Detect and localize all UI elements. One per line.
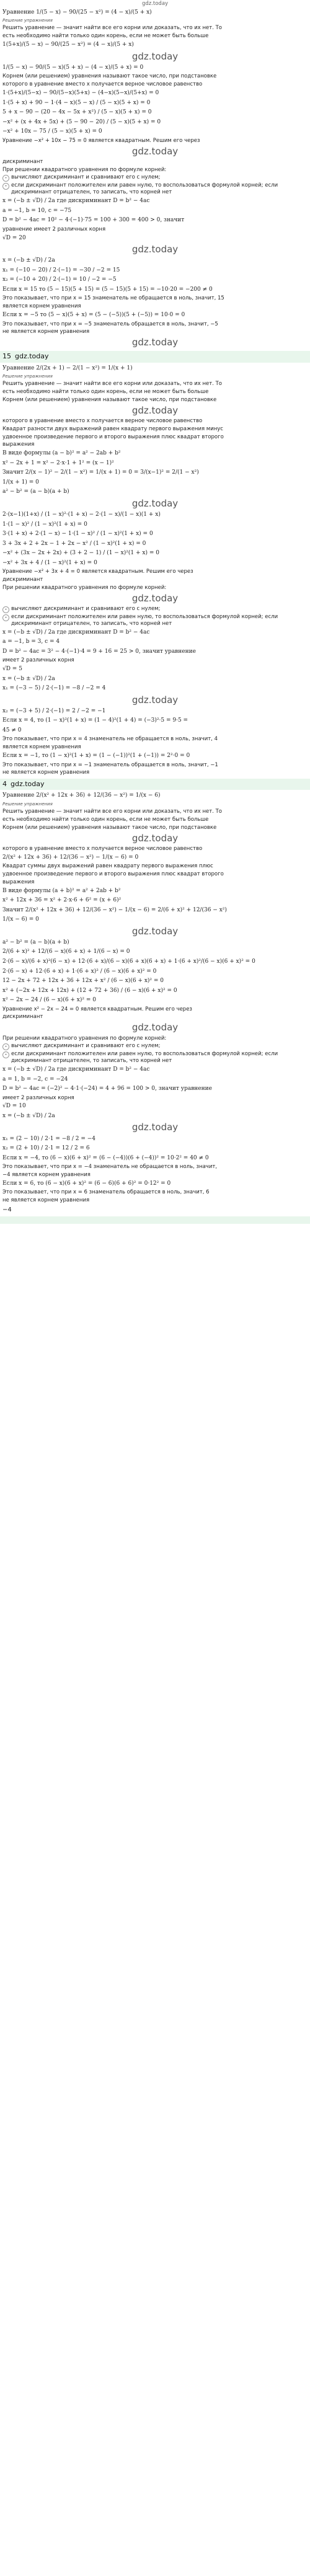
formula-line: Уравнение 2/(2x + 1) − 2/(1 − x²) = 1/(x + 1) [2, 365, 133, 371]
formula-line: 1(5+x)/(5 − x) − 90/(25 − x²) = (4 − x)/(5 + x) [2, 42, 134, 48]
formula-line: D = b² − 4ac = 3² − 4·(−1)·4 = 9 + 16 = 25 > 0, значит уравнение [2, 648, 196, 655]
bullet-icon: • [2, 614, 9, 621]
bullet-item [0, 1050, 310, 1065]
watermark: gdz.today [131, 832, 179, 844]
formula-line: x₂ = (−10 + 20) / 2·(−1) = 10 / −2 = −5 [2, 277, 117, 283]
text-line: Это показывает, что при x = −1 знаменатель обращается в ноль, значит, −1 [2, 761, 218, 768]
formula-line: x² + 12x + 36 = x² + 2·x·6 + 6² = (x + 6)² [2, 897, 122, 904]
text-line: Уравнение −x² + 3x + 4 = 0 является квадратным. Решим его через [2, 569, 193, 575]
text-line: не является корнем уравнения [2, 329, 90, 335]
bullet-icon: • [2, 1051, 9, 1058]
bullet-icon: • [2, 606, 9, 613]
watermark: gdz.today [141, 1, 169, 7]
formula-line: 1/(x − 6) = 0 [2, 916, 39, 923]
watermark: gdz.today [131, 337, 179, 348]
formula-line: x² − 2x + 1 = x² − 2·x·1 + 1² = (x − 1)² [2, 459, 114, 466]
solution-note: Решение упражнения [2, 801, 53, 807]
task-section [0, 351, 310, 777]
formula-line: a = 1, b = −2, c = −24 [2, 1076, 68, 1082]
task-section [0, 0, 310, 349]
formula-line: 2·(6 − x) + 12·(6 + x) + 1·(6 + x)² / (6 − x)(6 + x)² = 0 [2, 968, 157, 975]
text-line: Это показывает, что при x = 15 знаменатель не обращается в ноль, значит, 15 [2, 295, 224, 302]
bullet-item [0, 182, 310, 197]
text-line: Уравнение −x² + 10x − 75 = 0 является квадратным. Решим его через [2, 137, 200, 144]
formula-line: 45 ≠ 0 [2, 727, 22, 733]
formula-line: x₂ = (2 + 10) / 2·1 = 12 / 2 = 6 [2, 1145, 90, 1152]
formula-line: x₁ = (−3 − 5) / 2·(−1) = −8 / −2 = 4 [2, 685, 106, 692]
text-line: −4 является корнем уравнения [2, 1172, 91, 1179]
text-line: есть необходимо найти только один корень, если не может быть больше [2, 388, 209, 395]
formula-line: x = (−b ± √D) / 2a [2, 1112, 55, 1119]
formula-line: 3·(1 + x) + 2·(1 − x) − 1·(1 − x)² / (1 − x)²(1 + x) = 0 [2, 531, 153, 538]
formula-line: В виде формулы (a − b)² = a² − 2ab + b² [2, 450, 121, 457]
text-line: Это показывает, что при x = 6 знаменатель обращается в ноль, значит, 6 [2, 1189, 210, 1196]
formula-line: Значит 2/(x − 1)² − 2/(1 − x²) = 1/(x + 1) = 0 = 3/(x−1)² = 2/(1 − x²) [2, 469, 199, 476]
watermark: gdz.today [131, 50, 179, 62]
text-line: Уравнение x² − 2x − 24 = 0 является квадратным. Решим его через [2, 1006, 192, 1012]
formula-line: 2·(x−1)(1+x) / (1 − x)²·(1 + x) − 2·(1 − x)/(1 − x)(1 + x) [2, 511, 161, 518]
text-line: есть необходимо найти только один корень, если не может быть больше [2, 816, 209, 823]
formula-line: √D = 20 [2, 234, 26, 241]
text-line: Решить уравнение — значит найти все его корни или доказать, что их нет. То [2, 25, 223, 32]
text-line: дискриминант [2, 577, 43, 583]
bullet-icon: • [2, 183, 9, 190]
watermark: gdz.today [15, 352, 49, 361]
formula-line: Если x = 15 то (5 − 15)(5 + 15) = (5 − 15)(5 + 15) = −10·20 = −200 ≠ 0 [2, 286, 213, 293]
formula-line: D = b² − 4ac = 10² − 4·(−1)·75 = 100 + 300 = 400 > 0, значит [2, 217, 185, 224]
bullet-item [0, 613, 310, 628]
task-header [0, 351, 310, 362]
text-line: Решить уравнение — значит найти все его корни или доказать, что их нет. То [2, 808, 223, 815]
formula-line: Уравнение 1/(5 − x) − 90/(25 − x²) = (4 − x)/(5 + x) [2, 9, 152, 15]
formula-line: Значит 2/(x² + 12x + 36) + 12/(36 − x²) − 1/(x − 6) = 2/(6 + x)² + 12/(36 − x²) [2, 906, 227, 913]
formula-line: 2/(x² + 12x + 36) + 12/(36 − x²) − 1/(x − 6) = 0 [2, 854, 139, 861]
text-line: не является корнем уравнения [2, 769, 90, 776]
task-section [0, 779, 310, 1216]
formula-line: x₂ = (−3 + 5) / 2·(−1) = 2 / −2 = −1 [2, 707, 106, 714]
watermark: gdz.today [131, 925, 179, 937]
bullet-item [0, 174, 310, 182]
text-line: При решении квадратного уравнения по формуле корней: [2, 166, 167, 173]
formula-line: Если x = −5 то (5 − x)(5 + x) = (5 − (−5))(5 + (−5)) = 10·0 = 0 [2, 312, 185, 319]
formula-line: 5 + x − 90 − (20 − 4x − 5x + x²) / (5 − x)(5 + x) = 0 [2, 109, 152, 116]
formula-line: x = (−b ± √D) / 2a где дискриминант D = b² − 4ac [2, 1066, 150, 1073]
text-line: дискриминант [2, 1014, 43, 1020]
watermark: gdz.today [131, 145, 179, 157]
bullet-icon: • [2, 175, 9, 182]
text-line: При решении квадратного уравнения по формуле корней: [2, 584, 167, 591]
formula-line: x² − 2x − 24 / (6 − x)(6 + x)² = 0 [2, 997, 96, 1004]
formula-line: a = −1, b = 3, c = 4 [2, 639, 60, 645]
text-line: удвоенное произведение первого и второго выражения плюс квадрат второго [2, 870, 224, 877]
content [0, 0, 310, 1224]
task-number: 4 [2, 780, 7, 789]
watermark: gdz.today [131, 497, 179, 509]
task-number: 15 [2, 352, 11, 361]
bullet-text: вычисляют дискриминант и сравнивают его с нулем; [11, 606, 161, 612]
formula-line: Если x = 4, то (1 − x)²(1 + x) = (1 − 4)²(1 + 4) = (−3)²·5 = 9·5 = [2, 717, 188, 724]
formula-line: a² − b² = (a − b)(a + b) [2, 489, 69, 495]
formula-line: В виде формулы (a + b)² = a² + 2ab + b² [2, 887, 121, 894]
formula-line: Если x = 6, то (6 − x)(6 + x)² = (6 − 6)(6 + 6)² = 0·12² = 0 [2, 1180, 171, 1187]
formula-line: 2/(6 + x)² + 12/(6 − x)(6 + x) + 1/(6 − x) = 0 [2, 949, 130, 955]
formula-line: 1/(x + 1) = 0 [2, 479, 39, 485]
text-line: уравнение имеет 2 различных корня [2, 226, 106, 232]
watermark: gdz.today [131, 244, 179, 255]
formula-line: 1·(5 + x) + 90 − 1·(4 − x)(5 − x) / (5 − x)(5 + x) = 0 [2, 99, 151, 106]
formula-line: 1/(5 − x) − 90/(5 − x)(5 + x) − (4 − x)/(5 + x) = 0 [2, 64, 144, 71]
solution-note: Решение упражнения [2, 374, 53, 379]
formula-line: √D = 10 [2, 1103, 26, 1110]
formula-line: a = −1, b = 10, c = −75 [2, 207, 72, 214]
bullet-text: если дискриминант положителен или равен нулю, то воспользоваться формулой корней; если дискриминант отрицателен, то записать, что корней нет [11, 182, 278, 196]
formula-line: 2·(6 − x)/(6 + x)²(6 − x) + 12·(6 + x)/(6 − x)(6 + x)(6 + x) + 1·(6 + x)²/(6 − x)(6 + x)² = 0 [2, 958, 255, 965]
formula-line: x = (−b ± √D) / 2a [2, 675, 55, 682]
text-line: Корнем (или решением) уравнения называют такое число, при подстановке [2, 396, 217, 403]
formula-line: x = (−b ± √D) / 2a где дискриминант D = b² − 4ac [2, 198, 150, 205]
watermark: gdz.today [131, 404, 179, 416]
formula-line: x₁ = (−10 − 20) / 2·(−1) = −30 / −2 = 15 [2, 267, 120, 273]
formula-line: D = b² − 4ac = (−2)² − 4·1·(−24) = 4 + 96 = 100 > 0, значит уравнение [2, 1086, 212, 1092]
text-line: Это показывает, что при x = −5 знаменатель обращается в ноль, значит, −5 [2, 321, 218, 327]
text-line: которого в уравнение вместо x получается верное числовое равенство [2, 417, 203, 424]
watermark: gdz.today [131, 1122, 179, 1133]
formula-line: 1·(1 − x)² / (1 − x)²(1 + x) = 0 [2, 521, 87, 528]
watermark: gdz.today [131, 694, 179, 706]
text-line: дискриминант [2, 158, 43, 165]
formula-line: −x² + 10x − 75 / (5 − x)(5 + x) = 0 [2, 128, 102, 135]
text-line: Это показывает, что при x = −4 знаменатель не обращается в ноль, значит, [2, 1164, 218, 1171]
answer: −4 [2, 1206, 12, 1214]
formula-line: x = (−b ± √D) / 2a [2, 257, 55, 264]
bullet-item [0, 605, 310, 613]
bullet-text: если дискриминант положителен или равен нулю, то воспользоваться формулой корней; если дискриминант отрицателен, то записать, что корней нет [11, 613, 278, 627]
bullet-text: вычисляют дискриминант и сравнивают его с нулем; [11, 1043, 161, 1050]
text-line: выражения [2, 441, 35, 448]
text-line: удвоенное произведение первого и второго выражения плюс квадрат второго [2, 433, 224, 440]
watermark: gdz.today [131, 1022, 179, 1033]
formula-line: a² − b² = (a − b)(a + b) [2, 939, 69, 945]
bullet-item [0, 1042, 310, 1050]
formula-line: 12 − 2x + 72 + 12x + 36 + 12x + x² / (6 − x)(6 + x)² = 0 [2, 978, 164, 985]
text-line: не является корнем уравнения [2, 1197, 90, 1204]
task-header [0, 779, 310, 790]
text-line: При решении квадратного уравнения по формуле корней: [2, 1035, 167, 1042]
text-line: которого в уравнение вместо x получается верное числовое равенство [2, 81, 203, 88]
text-line: которого в уравнение вместо x получается верное числовое равенство [2, 845, 203, 852]
formula-line: x₁ = (2 − 10) / 2·1 = −8 / 2 = −4 [2, 1135, 96, 1142]
formula-line: Если x = −1, то (1 − x)²(1 + x) = (1 − (−1))²(1 + (−1)) = 2²·0 = 0 [2, 753, 190, 759]
text-line: является корнем уравнения [2, 744, 81, 751]
formula-line: x² + (−2x + 12x + 12x) + (12 + 72 + 36) / (6 − x)(6 + x)² = 0 [2, 987, 177, 994]
footer-bar [0, 1216, 310, 1224]
watermark: gdz.today [11, 780, 45, 789]
text-line: Корнем (или решением) уравнения называют такое число, при подстановке [2, 73, 217, 80]
text-line: есть необходимо найти только один корень, если не может быть больше [2, 33, 209, 40]
bullet-icon: • [2, 1043, 9, 1050]
solution-note: Решение упражнения [2, 18, 53, 24]
text-line: Квадрат разности двух выражений равен квадрату первого выражения минус [2, 425, 223, 432]
formula-line: 1·(5+x)/(5−x) − 90/(5−x)(5+x) − (4−x)(5−x)/(5+x) = 0 [2, 90, 159, 97]
formula-line: √D = 5 [2, 666, 22, 673]
watermark: gdz.today [131, 592, 179, 604]
text-line: Решить уравнение — значит найти все его корни или доказать, что их нет. То [2, 381, 223, 387]
formula-line: Если x = −4, то (6 − x)(6 + x)² = (6 − (−4))(6 + (−4))² = 10·2² = 40 ≠ 0 [2, 1154, 209, 1161]
text-line: имеет 2 различных корня [2, 1094, 74, 1101]
text-line: имеет 2 различных корня [2, 657, 74, 664]
text-line: выражения [2, 879, 35, 885]
bullet-text: вычисляют дискриминант и сравнивают его с нулем; [11, 174, 161, 181]
formula-line: −x² + (3x − 2x + 2x) + (3 + 2 − 1) / (1 − x)²(1 + x) = 0 [2, 550, 159, 557]
bullet-text: если дискриминант положителен или равен нулю, то воспользоваться формулой корней; если дискриминант отрицателен, то записать, что корней нет [11, 1051, 278, 1064]
formula-line: Уравнение 2/(x² + 12x + 36) + 12/(36 − x²) = 1/(x − 6) [2, 792, 161, 799]
formula-line: −x² + (x + 4x + 5x) + (5 − 90 − 20) / (5 − x)(5 + x) = 0 [2, 118, 161, 125]
formula-line: 3 + 3x + 2 + 2x − 1 + 2x − x² / (1 − x)²(1 + x) = 0 [2, 540, 146, 547]
text-line: Корнем (или решением) уравнения называют такое число, при подстановке [2, 824, 217, 831]
text-line: является корнем уравнения [2, 303, 81, 310]
text-line: Это показывает, что при x = 4 знаменатель не обращается в ноль, значит, 4 [2, 736, 218, 743]
text-line: Квадрат суммы двух выражений равен квадрату первого выражения плюс [2, 863, 213, 870]
formula-line: x = (−b ± √D) / 2a где дискриминант D = b² − 4ac [2, 629, 150, 635]
formula-line: −x² + 3x + 4 / (1 − x)²(1 + x) = 0 [2, 559, 97, 566]
